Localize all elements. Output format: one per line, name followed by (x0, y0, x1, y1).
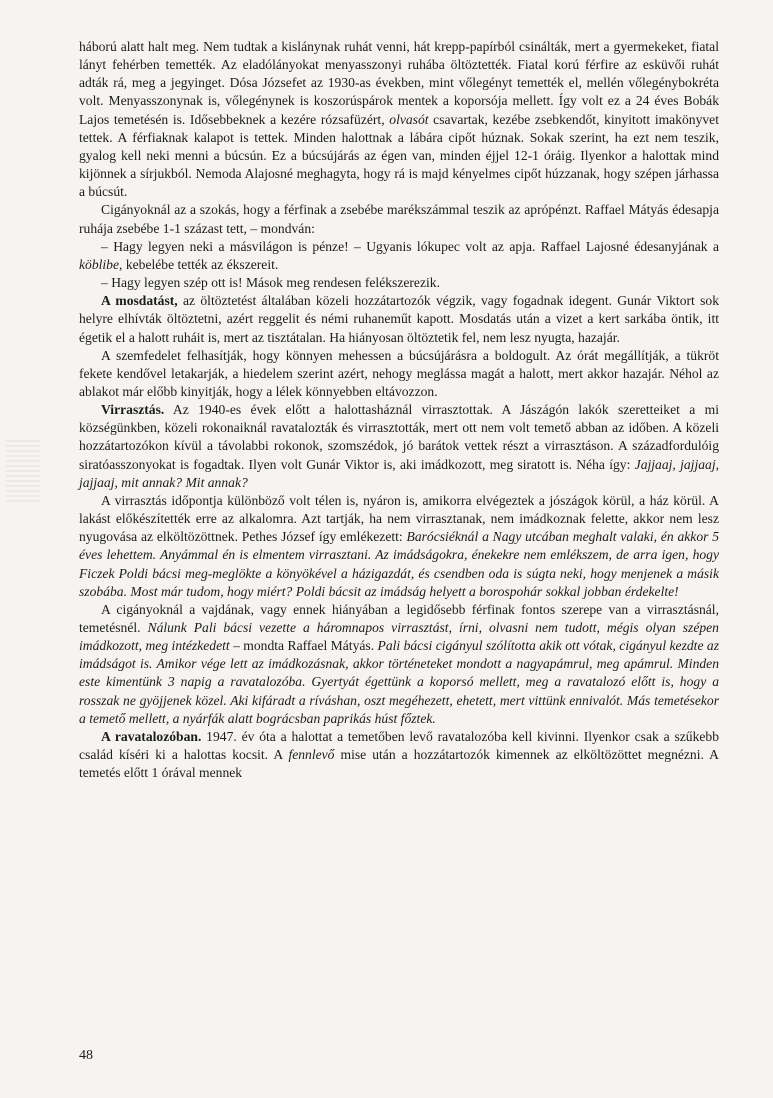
section-heading: A mosdatást, (101, 293, 178, 309)
italic-text: fennlevő (288, 747, 335, 763)
italic-text: Barócsiéknál a Nagy utcában meghalt valaki, én akkor 5 éves lehettem. Anyámmal én is elmentem virrasztani. Az imádságokra, énekekre nem emlékszem, de arra igen, hogy Ficzek Poldi bácsi meg-meglökte a könyökével a házigazdát, és csendben oda is súgta neki, hogy menjenek a másik szobába. Most már tudom, hogy miért? Poldi bácsit az imádság helyett a borospohár sokkal jobban érdekelte! (79, 529, 720, 599)
paragraph (79, 38, 719, 201)
italic-text: köblibe (79, 256, 120, 272)
body-text: A cigányoknál a vajdának, vagy ennek hiányában a legidősebb férfinak fontos szerepe van a virrasztásnál, temetésnél. (79, 601, 719, 635)
section-heading: Virrasztás. (101, 402, 165, 418)
body-text: mise után a hozzátartozók kimennek az elköltözöttet megnézni. A temetés előtt 1 órával mennek (79, 747, 720, 781)
paragraph (79, 401, 719, 492)
body-text: háború alatt halt meg. Nem tudtak a kislánynak ruhát venni, hát krepp-papírból csinálták, mert a gyermekeket, fiatal lányt fehérben temették. Az eladólányokat menyasszonyi ruhába öltöztették. Fiatal korú férfire az esküvői ruhát adták rá, meg a jegyinget. Dósa Józsefet az 1930-as években, mint vőlegényt temették el, mellén vőlegénybokréta volt. Menyasszonynak is, vőlegénynek is koszorúspárok mentek a koporsója mellett. Így volt ez a 24 éves Bobák Lajos temetésén is. Idősebbeknek a kezére rózsafüzért, (79, 39, 719, 127)
paragraph (79, 201, 719, 237)
page-body (79, 38, 719, 782)
paragraph (79, 601, 719, 728)
italic-text: Pali bácsi cigányul szólította akik ott vótak, cigányul kezdte az imádságot is. Amikor vége lett az imádkozásnak, akkor történeteket mondott a nagyapámrul, meg apámrul. Minden este kimentünk 3 napig a ravatalozóba. Gyertyát égettünk a koporsó mellett, meg a ravatalozó előtt is, hogy a rosszak ne gyöjjenek közel. Aki kifáradt a ríváshan, oszt megéhezett, ehetett, mert vittünk ennivalót. Más temetésekor a temető mellett, a nyárfák alatt bográcsban paprikás húst főztek. (79, 638, 719, 726)
paragraph (79, 238, 719, 274)
body-text: – Hagy legyen neki a másvilágon is pénze! – Ugyanis lókupec volt az apja. Raffael Lajosné édesanyjának a (101, 238, 719, 254)
body-text: az öltöztetést általában közeli hozzátartozók végzik, vagy fogadnak idegent. Gunár Viktort sok helyre elhívták öltöztetni, azért reggelit és némi ruhaneműt kapott. Mosdatás után a vizet a kert sarkába öntik, itt égetik el a halott ruháit is, mert az tisztátalan. Ha hiányosan öltöztetik fel, nem lesz nyugta, hazajár. (79, 293, 719, 345)
paragraph (79, 274, 719, 292)
section-heading: A ravatalozóban. (101, 728, 202, 744)
body-text: csavartak, kezébe zsebkendőt, kinyitott imakönyvet tettek. A férfiaknak kalapot is tettek. Minden halottnak a lábára cipőt húznak. Sokak szerint, ha ezt nem teszik, gyalog kell neki menni a búcsún. Ez a búcsújárás az égen van, minden éjjel 12-1 óráig. Ilyenkor a halottak mind kijönnek a sírjukból. Nemoda Alajosné meghagyta, hogy rá is majd kényelmes cipőt húzzanak, hogy szépen járhassa a búcsút. (79, 111, 719, 200)
body-text: Cigányoknál az a szokás, hogy a férfinak a zsebébe marékszámmal teszik az aprópénzt. Raffael Mátyás édesapja ruhája zsebébe 1-1 százast tett, – mondván: (79, 202, 719, 236)
scan-artifact (6, 440, 40, 502)
paragraph (79, 347, 719, 401)
body-text: 1947. év óta a halottat a temetőben levő ravatalozóba kell kivinni. Ilyenkor csak a szűkebb család kíséri ki a halottas kocsit. A (79, 728, 719, 763)
body-text: A virrasztás időpontja különböző volt télen is, nyáron is, amikorra elvégeztek a jószágok körül, a ház körül. A lakást előkészítették erre az alkalomra. Azt tartják, ha nem virrasztanak, nem imádkoznak felette, akkor nem lesz nyugovása az elköltözöttnek. Pethes József így emlékezett: (79, 492, 719, 545)
italic-text: Nálunk Pali bácsi vezette a háromnapos virrasztást, írni, olvasni nem tudott, mégis olyan szépen imádkozott, meg intézkedett (79, 620, 719, 654)
page-number: 48 (79, 1048, 93, 1063)
body-text: – Hagy legyen szép ott is! Mások meg rendesen felékszerezik. (101, 275, 440, 291)
body-text: , kebelébe tették az ékszereit. (119, 256, 279, 272)
paragraph (79, 728, 719, 782)
paragraph (79, 492, 719, 601)
paragraph (79, 292, 719, 346)
body-text: A szemfedelet felhasítják, hogy könnyen mehessen a búcsújárásra a boldogult. Az órát megállítják, a tükröt fekete kendővel letakarják, a hiedelem szerint azért, nehogy meglássa magát a halott, mert akkor hazajár. Néhol az ablakot már előbb kinyitják, hogy a lélek könnyebben eltávozzon. (79, 347, 719, 399)
italic-text: Jajjaaj, jajjaaj, jajjaaj, mit annak? Mit annak? (79, 456, 720, 490)
body-text: Az 1940-es évek előtt a halottasháznál virrasztottak. A Jászágón lakók szeretteiket a mi községünkben, közeli rokonaiknál ravatalozták és virrasztották, mert ott nem volt temető abban az időben. A közeli hozzátartozókon kívül a távolabbi rokonok, szomszédok, jó barátok vettek részt a virrasztáson. A századfordulóig siratóasszonyokat is fogadtak. Ilyen volt Gunár Viktor is, aki imádkozott, meg siratott is. Néha így: (79, 402, 719, 472)
italic-text: olvasót (389, 111, 429, 127)
body-text: – mondta Raffael Mátyás. (229, 638, 378, 654)
